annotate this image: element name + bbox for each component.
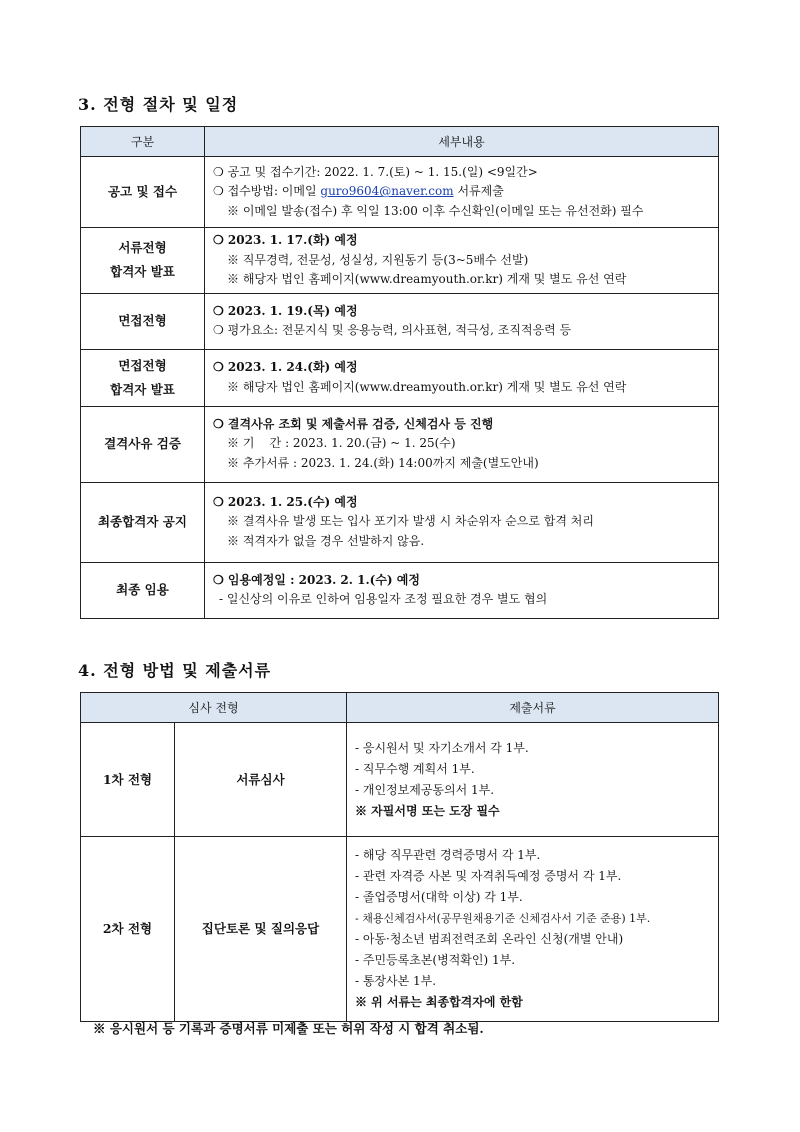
row-content: ❍ 2023. 1. 25.(수) 예정 ※ 결격사유 발생 또는 입사 포기자 발생 시 차순위자 순으로 합격 처리 ※ 적격자가 없을 경우 선발하지 않음.	[205, 482, 719, 562]
row-label: 최종합격자 공지	[81, 482, 205, 562]
section-4-title: 4. 전형 방법 및 제출서류	[78, 661, 272, 680]
documents-list: - 응시원서 및 자기소개서 각 1부. - 직무수행 계획서 1부. - 개인정보제공동의서 1부. ※ 자필서명 또는 도장 필수	[347, 723, 719, 837]
header-documents: 제출서류	[347, 693, 719, 723]
row-label: 면접전형 합격자 발표	[81, 349, 205, 406]
header-screening-stage: 심사 전형	[81, 693, 347, 723]
table-header-row	[81, 127, 719, 157]
header-details: 세부내용	[205, 127, 719, 157]
header-category: 구분	[81, 127, 205, 157]
row-label: 결격사유 검증	[81, 406, 205, 482]
row-content: ❍ 공고 및 접수기간: 2022. 1. 7.(토) ~ 1. 15.(일) <9일간> ❍ 접수방법: 이메일 guro9604@naver.com 서류제출 ※ 이메일 발송(접수) 후 익일 13:00 이후 수신확인(이메일 또는 유선전화) 필수	[205, 157, 719, 228]
section-3-title: 3. 전형 절차 및 일정	[78, 95, 239, 114]
table-row	[81, 349, 719, 406]
row-label: 공고 및 접수	[81, 157, 205, 228]
table-row	[81, 406, 719, 482]
table-header-row	[81, 693, 719, 723]
table-row	[81, 723, 719, 837]
row-content: ❍ 결격사유 조회 및 제출서류 검증, 신체검사 등 진행 ※ 기 간 : 2023. 1. 20.(금) ~ 1. 25(수) ※ 추가서류 : 2023. 1. 24.(화) 14:00까지 제출(별도안내)	[205, 406, 719, 482]
row-label: 면접전형	[81, 293, 205, 349]
documents-list: - 해당 직무관련 경력증명서 각 1부. - 관련 자격증 사본 및 자격취득예정 증명서 각 1부. - 졸업증명서(대학 이상) 각 1부. - 채용신체검사서(공무원채용기준 신체검사서 기준 준용) 1부. - 아동·청소년 범죄전력조회 온라인 신청(개별 안내) - 주민등록초본(병적확인) 1부. - 통장사본 1부. ※ 위 서류는 최종합격자에 한함	[347, 837, 719, 1022]
table-row	[81, 157, 719, 228]
table-row	[81, 562, 719, 618]
stage-label: 1차 전형	[81, 723, 175, 837]
table-row	[81, 482, 719, 562]
row-label: 서류전형 합격자 발표	[81, 228, 205, 294]
table-row	[81, 837, 719, 1022]
row-content: ❍ 2023. 1. 24.(화) 예정 ※ 해당자 법인 홈페이지(www.dreamyouth.or.kr) 게재 및 별도 유선 연락	[205, 349, 719, 406]
table-row	[81, 293, 719, 349]
documents-table	[80, 692, 719, 1022]
row-content: ❍ 2023. 1. 19.(목) 예정 ❍ 평가요소: 전문지식 및 응용능력, 의사표현, 적극성, 조직적응력 등	[205, 293, 719, 349]
method-label: 집단토론 및 질의응답	[175, 837, 347, 1022]
stage-label: 2차 전형	[81, 837, 175, 1022]
row-content: ❍ 임용예정일 : 2023. 2. 1.(수) 예정 - 일신상의 이유로 인하여 임용일자 조정 필요한 경우 별도 협의	[205, 562, 719, 618]
method-label: 서류심사	[175, 723, 347, 837]
row-label: 최종 임용	[81, 562, 205, 618]
table-row	[81, 228, 719, 294]
footnote: ※ 응시원서 등 기록과 증명서류 미제출 또는 허위 작성 시 합격 취소됨.	[93, 1021, 484, 1036]
row-content: ❍ 2023. 1. 17.(화) 예정 ※ 직무경력, 전문성, 성실성, 지원동기 등(3~5배수 선발) ※ 해당자 법인 홈페이지(www.dreamyouth.or.kr) 게재 및 별도 유선 연락	[205, 228, 719, 294]
schedule-table	[80, 126, 719, 619]
email-link[interactable]: guro9604@naver.com	[320, 184, 454, 199]
